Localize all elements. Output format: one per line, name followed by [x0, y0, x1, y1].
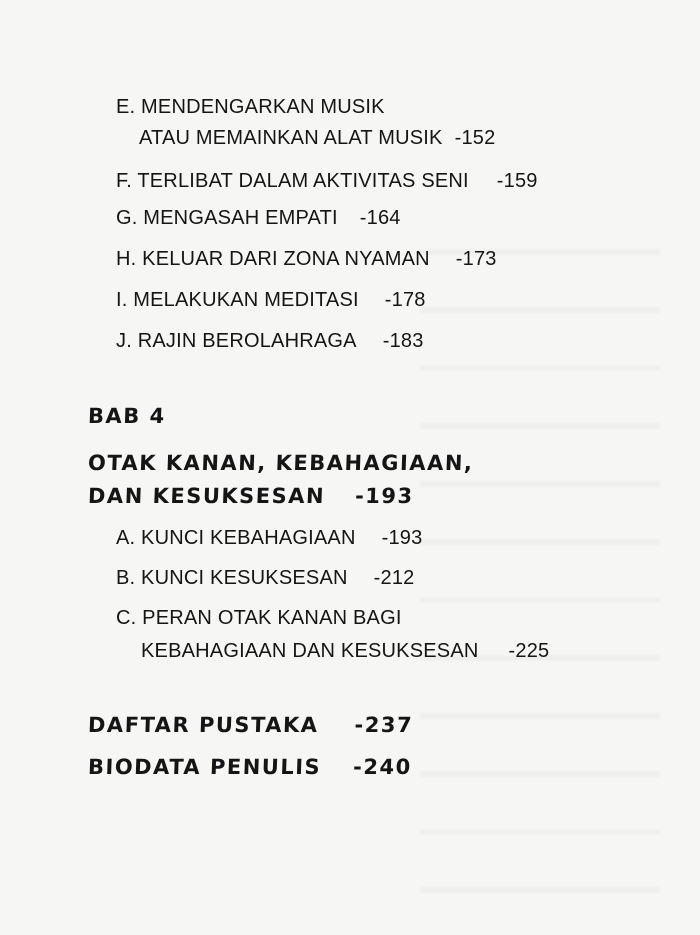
toc-entry-e-line2: [139, 127, 495, 149]
chapter-title-text-line1: OTAK KANAN, KEBAHAGIAAN,: [87, 451, 474, 475]
toc-entry-b-page: -212: [373, 567, 415, 589]
chapter-title-line2: [88, 484, 414, 508]
toc-entry-b-label: B. KUNCI KESUKSESAN: [116, 567, 348, 589]
toc-entry-a: [116, 527, 422, 549]
toc-entry-daftar-pustaka-page: -237: [354, 713, 414, 737]
toc-entry-biodata: [88, 755, 413, 779]
toc-entry-c-line2: [141, 640, 549, 662]
chapter-page: -193: [354, 484, 415, 508]
toc-entry-i: [116, 289, 426, 311]
toc-entry-f: [116, 170, 538, 192]
show-through-background: [420, 220, 660, 920]
toc-entry-daftar-pustaka-label: DAFTAR PUSTAKA: [87, 713, 319, 737]
toc-entry-h-label: H. KELUAR DARI ZONA NYAMAN: [116, 248, 430, 270]
toc-entry-c-label-line2: KEBAHAGIAAN DAN KESUKSESAN: [141, 640, 479, 662]
chapter-title-line1: [88, 451, 474, 475]
toc-entry-g: [116, 207, 401, 229]
chapter-label: [88, 404, 167, 428]
toc-entry-daftar-pustaka: [88, 713, 414, 737]
toc-entry-e-label-line1: E. MENDENGARKAN MUSIK: [116, 96, 385, 118]
toc-entry-h-page: -173: [455, 248, 497, 270]
toc-entry-i-page: -178: [384, 289, 426, 311]
toc-entry-e-page: -152: [454, 127, 496, 149]
toc-entry-f-label: F. TERLIBAT DALAM AKTIVITAS SENI: [116, 170, 469, 192]
toc-entry-biodata-page: -240: [352, 755, 413, 779]
toc-entry-j: [116, 330, 424, 352]
toc-entry-c-label-line1: C. PERAN OTAK KANAN BAGI: [116, 607, 402, 629]
toc-entry-a-page: -193: [381, 527, 423, 549]
toc-entry-j-label: J. RAJIN BEROLAHRAGA: [116, 330, 357, 352]
chapter-title-text-line2: DAN KESUKSESAN: [87, 484, 326, 508]
toc-entry-h: [116, 248, 497, 270]
toc-entry-i-label: I. MELAKUKAN MEDITASI: [116, 289, 359, 311]
toc-entry-g-label: G. MENGASAH EMPATI: [116, 207, 338, 229]
toc-entry-e-line1: [116, 96, 385, 118]
chapter-number: BAB 4: [87, 404, 167, 428]
toc-entry-g-page: -164: [359, 207, 401, 229]
toc-entry-c-page: -225: [508, 640, 550, 662]
toc-entry-b: [116, 567, 415, 589]
toc-entry-j-page: -183: [382, 330, 424, 352]
toc-entry-a-label: A. KUNCI KEBAHAGIAAN: [116, 527, 356, 549]
toc-entry-e-label-line2: ATAU MEMAINKAN ALAT MUSIK: [139, 127, 443, 149]
toc-entry-biodata-label: BIODATA PENULIS: [87, 755, 322, 779]
toc-entry-f-page: -159: [496, 170, 538, 192]
toc-entry-c-line1: [116, 607, 402, 629]
